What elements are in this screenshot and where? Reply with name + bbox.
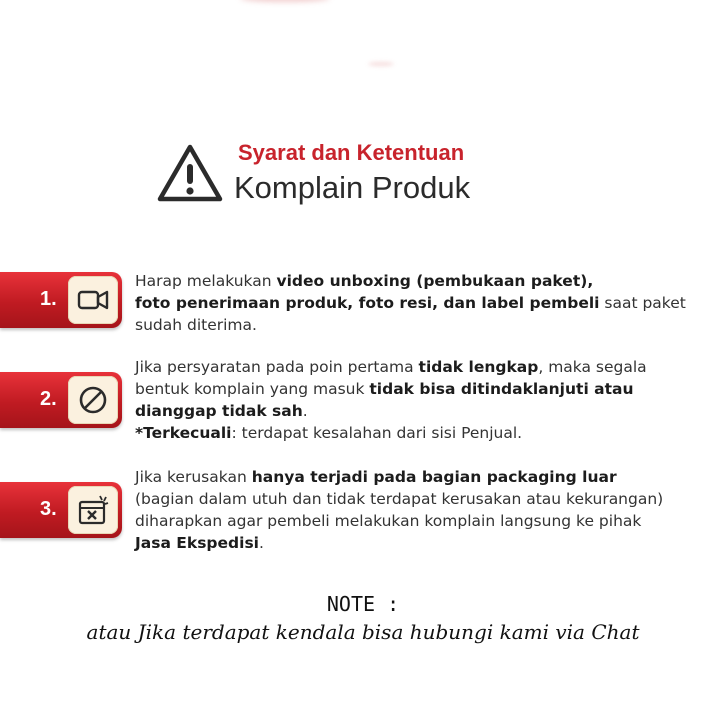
number-tab bbox=[0, 272, 122, 328]
bold-text: Jasa Ekspedisi bbox=[135, 534, 259, 552]
number-tab bbox=[0, 372, 122, 428]
note-label: NOTE : bbox=[326, 592, 400, 616]
text-line bbox=[135, 314, 710, 336]
bold-text: tidak lengkap bbox=[418, 358, 539, 376]
text-line bbox=[135, 270, 710, 292]
bold-text: hanya terjadi pada bagian packaging luar bbox=[251, 468, 617, 486]
text-line bbox=[135, 532, 710, 554]
title-black: Komplain Produk bbox=[234, 170, 471, 205]
item-text bbox=[135, 466, 710, 554]
item-number: 1. bbox=[40, 288, 57, 310]
text-line bbox=[135, 292, 710, 314]
bold-text: video unboxing (pembukaan paket), bbox=[276, 272, 594, 290]
note-text: atau Jika terdapat kendala bisa hubungi kami via Chat bbox=[86, 620, 640, 644]
text-run: . bbox=[259, 534, 264, 552]
header bbox=[156, 138, 576, 218]
text-line bbox=[135, 356, 710, 378]
damaged-package-icon bbox=[76, 493, 110, 527]
text-run: diharapkan agar pembeli melakukan komplain langsung ke pihak bbox=[135, 512, 642, 530]
icon-box bbox=[68, 486, 118, 534]
text-run: bentuk komplain yang masuk bbox=[135, 380, 370, 398]
text-line bbox=[135, 488, 710, 510]
item-text bbox=[135, 270, 710, 336]
text-run: sudah diterima. bbox=[135, 316, 257, 334]
text-run: Jika kerusakan bbox=[135, 468, 252, 486]
decorative-smudge bbox=[240, 0, 330, 2]
bold-text: tidak bisa ditindaklanjuti atau bbox=[369, 380, 634, 398]
text-run: , maka segala bbox=[538, 358, 647, 376]
text-line bbox=[135, 400, 710, 422]
title-red: Syarat dan Ketentuan bbox=[238, 140, 465, 165]
text-line bbox=[135, 378, 710, 400]
text-run: (bagian dalam utuh dan tidak terdapat kerusakan atau kekurangan) bbox=[135, 490, 664, 508]
text-run: Harap melakukan bbox=[135, 272, 277, 290]
text-run: : terdapat kesalahan dari sisi Penjual. bbox=[231, 424, 523, 442]
decorative-smudge bbox=[368, 62, 394, 66]
icon-box bbox=[68, 276, 118, 324]
text-line bbox=[135, 510, 710, 532]
icon-box bbox=[68, 376, 118, 424]
text-run: saat paket bbox=[599, 294, 686, 312]
text-run: Jika persyaratan pada poin pertama bbox=[135, 358, 419, 376]
item-number: 3. bbox=[40, 498, 57, 520]
prohibited-icon bbox=[76, 383, 110, 417]
number-tab bbox=[0, 482, 122, 538]
text-run: . bbox=[302, 402, 308, 420]
item-number: 2. bbox=[40, 388, 57, 410]
warning-triangle-icon bbox=[156, 142, 224, 204]
bold-text: foto penerimaan produk, foto resi, dan label pembeli bbox=[135, 294, 600, 312]
bold-text: *Terkecuali bbox=[135, 424, 232, 442]
bold-text: dianggap tidak sah bbox=[135, 402, 303, 420]
text-line bbox=[135, 422, 710, 444]
video-camera-icon bbox=[76, 283, 110, 317]
item-text bbox=[135, 356, 710, 444]
text-line bbox=[135, 466, 710, 488]
